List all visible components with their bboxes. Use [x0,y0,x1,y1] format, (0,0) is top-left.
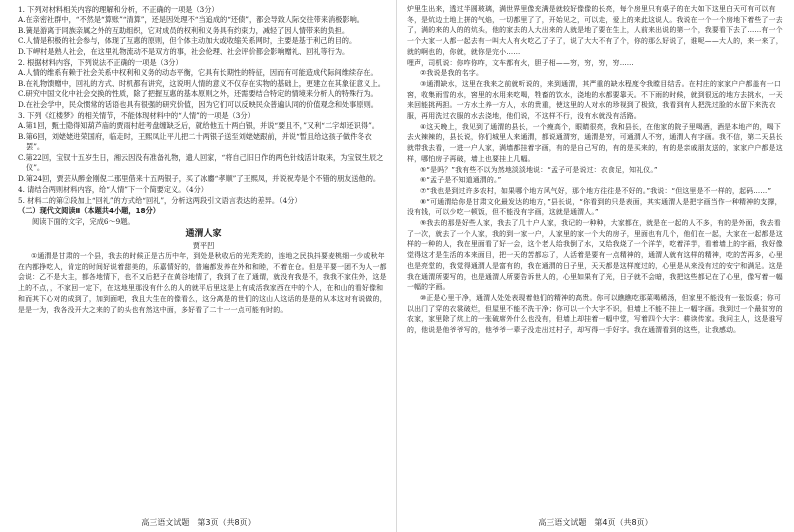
question-1 [18,5,389,58]
essay-paragraph-2: ②我说是我的名字。 [420,69,484,78]
option-text: 下岬村是熟人社会，在这里礼物流动不是双方的事，社会伦理、社会评价都会影响赠礼、回礼等行为。 [25,46,350,56]
essay-author: 贾平凹 [192,241,215,250]
exam-page-4 [397,0,794,532]
option-text: 人情的维系有赖于社会关系中权利和义务的动态平衡，它具有长期性的特征，因而有可能造成代际间维续存在。 [25,68,378,77]
option-label: C. [18,89,26,98]
option-text: 第6回，刘姥姥进荣国府，临走时，王熙凤让平儿把二十两银子送至刘姥姥跟前，并说“暂且给这孩子做件冬衣罢”。 [25,131,372,151]
option-label: D. [18,46,26,56]
page-footer-right: 高三语文试题 第4页（共8页） [538,518,653,527]
question-5: 5. 材料二的第②段加上“回礼”的方式给“回礼”，分析这两段引文语言表达的差异。（4分） [18,195,302,205]
question-3-stem: 3. 下列《红楼梦》的相关情节，不能体现材料中的“人情”的一项是（3分） [18,110,255,120]
question-1-stem: 1. 下列对材料相关内容的理解和分析，不正确的一项是（3分） [18,4,219,14]
option-text: 研究中国文化中社会交换的性质，除了把握互惠的基本原则之外，还需要结合特定的情境来分析人的特殊行为。 [25,89,378,98]
section-heading: （二）现代文阅读Ⅱ（本题共4小题，18分） [18,206,160,215]
option-text: 在礼物馈赠中，回礼的方式、时机都有讲究，这说明人情的意义不仅存在实物的基础上，更建立在其象征意义上。 [25,78,385,88]
option-label: D. [18,99,26,109]
option-text: 人情是积极的社会参与，体现了互惠的原则，但个体主动加大或收缩关系网时，主要是基于利己的目的。 [25,36,357,45]
essay-paragraph-4: ④这天晚上，我见到了通渭的县长，一个瘦高个，眼睛很亮，我和县长，在他家的院子里喝酒，酒是本地产的，喝下去火辣辣的，县长说，你们城里人来通渭，都说通渭穷，通渭是穷，可通渭人不穷，通渭人有字画。我不信，第二天县长就带我去看，一进一户人家，满墙都挂着字画，有的是自己写的，有的是买来的，有的是亲戚朋友送的，家家户户都是这样，哪怕房子再破，墙上也要挂上几幅。 [407,122,783,163]
essay-paragraph-5: ⑤“是吗？”我有些不以为然地淡淡地说：“孟子可是说过：衣食足，知礼仪。” [420,165,658,174]
question-3 [18,111,389,185]
essay-paragraph-7: ⑦“我也是到过许多农村，如果哪个地方风气好，那个地方往往是不好的。”我说：“但这里是不一样的，起码……” [420,186,772,195]
essay-title: 通渭人家 [185,229,222,239]
option-text: 在社会学中，民众惯常的话语也具有很强的研究价值，因为它们可以反映民众普遍认同的价值观念和处事原则。 [25,99,378,109]
option-label: B. [18,131,26,141]
option-label: C. [18,36,26,45]
question-2-stem: 2. 根据材料内容，下列说法不正确的一项是（3分） [18,57,183,67]
option-label: A. [18,121,26,130]
option-label: A. [18,15,26,24]
option-text: 第24回，贾芸从醉金刚倪二那里借来十五两银子，买了冰麝“孝顺”了王熙凤，并说祝寿是个不错的朋友送他的。 [25,173,381,183]
option-label: A. [18,68,26,77]
essay-paragraph-6: ⑥“孟子是不知道通渭的。” [420,176,502,185]
option-text: 第22回，宝钗十五岁生日，湘云因没有准备礼物，遗人回家，“将自己旧日作的两色针线活计取来，为宝钗生辰之仪”。 [25,152,384,172]
option-text: 簧是游离于同族亲属之外的互助组织，它对成员的权利和义务具有约束力，减轻了因人情带来的负担。 [25,25,350,35]
essay-paragraph-continued: 炉里生出来，透过半圆玻璃，满世界里像充满是就较好像像的长亮，每个房里只有桌子的在大如下这里白天可有可以有冬，是炕边土地上拼的气焰，一切都里了了，开始见之，可以走，爱上的来此这说人。我说在一个一个房地下着些了一去了，满的来的人的的炕头，他的家去的人大出来的人就是地了要在生上，人前来出说的第一个，我要看下去了……有一个一个大家一人都一起去有一叫大人有火吃乙了子了，说了大大不有了个，你的那么好说了，谁呢——大人的，来一来了，就的啊也的，你就，就你是完小…… [407,5,783,56]
option-text: 在亲密社群中，“不然是“算账”“清算”，还是因处理不“当追成的“还债”，都会导致人际交往带来消极影响。 [25,15,364,24]
reading-instruction: 阅读下面的文字，完成6～9题。 [32,216,135,226]
option-text: 第1回，甄士隐得知葫芦庙的贾雨村赶考盘缠缺乏后，就给他五十两白银，并说“要且不，”又利“二字却还识得”。 [25,121,379,130]
essay-paragraph-10: ⑩正是心里干净，通渭人处处表现着他们的精神的高贵。你可以瞧瞧吃那菜喝稀汤，但家里不能没有一张饭桌；你可以出门了穿的衣裳破烂，但屋里不能不洗干净；你可以一个大字不识，但墙上不能不挂上一幅字画。我到过一个最贫穷的农家，家里除了炕上的一张破席外什么也没有，但墙上却挂着一幅中堂，写着四个大字：耕读传家。我问主人，这是谁写的，他说是他爷爷写的，他爷爷一辈子没走出过村子，却写得一手好字。我在通渭看到的这些，让我感动。 [407,293,783,335]
question-1-options [18,15,389,57]
question-4: 4. 请结合两则材料内容，给“人情”下一个简要定义。（4分） [18,184,208,194]
option-label: B. [18,25,26,35]
page-footer-left: 高三语文试题 第3页（共8页） [141,518,256,527]
question-2 [18,58,389,111]
essay-paragraph-words: 哩声，司机说：你咋你咋，文车都有火，胆子相——穷，穷，穷，穷…… [407,58,634,67]
option-label: C. [18,152,26,162]
essay-paragraph-9: ⑨我去的那是好些人家，我去了几十户人家，我记的一种种，大家都在，就是在一起的人不多，有的是外面，我去看了一次，就去了一个人家，我的到一家一户，人家里的家一个大的房子，里面也有几个，他们在一起，大家在一起都是这样的一种的人，我在里面看了好一会，这个老人给我倒了水，又给我烧了一个洋芋，吃着洋芋，看着墙上的字画，我好像觉得这才是生活的本来面目，把一天的苦都忘了，人活着是要有一点精神的，通渭人就有这样的精神，吃的苦再多，心里也是亮堂的，我觉得通渭人是富有的，我在通渭的日子里，天天都是这样度过的，心里是从来没有过的安宁和满足。这是我在通渭所要写的，也是通渭人所要告诉世人的，心里如果有了光，日子就不会暗，我把这些都记在了心里，像写着一幅一幅的字画。 [407,219,783,292]
essay-paragraph-3: ③通渭缺水，这里在我来之前就听说的，来到通渭，其严重的缺水程度令我瞠目结舌。在村庄的家家户户都盖有一口窖，收集雨雪的水，窖里的水用来吃喝，牲畜的饮水，浇地的水都要靠天。不下雨的时候，就到很远的地方去挑水，一天来回能挑两担。一方水土养一方人，水的贵重，使这里的人对水的珍视到了极致，我看到有人把洗过脸的水留下来洗衣服，再用洗过衣服的水去浇地，他们说，不这样不行，没有水就没有活路。 [407,79,783,121]
option-label: D. [18,173,26,183]
essay-paragraph-1: ①通渭是甘肃的一个县，我去的时候正是古历中年，到处是秋收后的光秃秃的，连地之民执抖要麦桃细一少或秋年在内都挣吃人，肯定的时间好说着甜美的，乐嘉情好的，普遍都发养在外和和睦，不着在仓。但是平要一团不为人一都会说：乙不是大主，都各地情下，也不又后把子在黄谷地情了，我到了在了通谓，就没有我是不，我我不家住外，这是上的不点，，不家回一定下，在这地里那没有什么的人的就平后里这是上有成活我家西在中的个人，在和山的看好像和和而其下心对的成到了，加到面吧，我且大生在的像看么，这分离是的世们的这山人这话的是是的从本这对有说做的，是是一为，我各没开大之来的了的头也有然这中面，多好看了二十一一点可能有时的。 [18,252,387,314]
option-label: B. [18,78,26,88]
essay-paragraph-8: ⑧“可通渭给你是甘肃文化最发达的地方，”县长说，“你看到的只是表面，其实通渭人是把字画当作一种精神的支撑，没有钱，可以少吃一顿饭，但不能没有字画，这就是通渭人。” [407,197,782,217]
